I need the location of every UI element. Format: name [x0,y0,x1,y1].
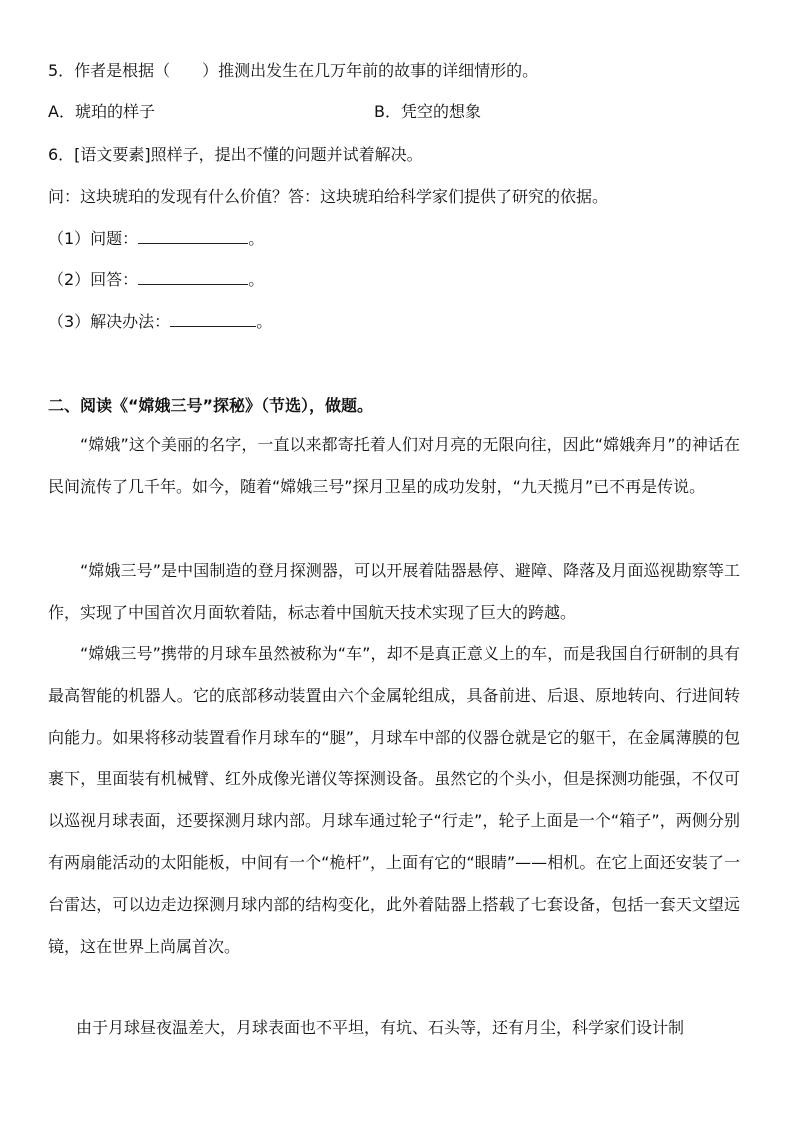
answer-blank[interactable] [138,229,248,244]
q6-item-3 [48,311,272,333]
article-paragraph-1: “嫦娥”这个美丽的名字，一直以来都寄托着人们对月亮的无限向往，因此“嫦娥奔月”的神话在民间流传了几千年。如今，随着“嫦娥三号”探月卫星的成功发射，“九天揽月”已不再是传说。 [48,435,740,496]
q6-item-2-prefix: （2）回答： [48,270,139,289]
article-paragraph-3: “嫦娥三号”携带的月球车虽然被称为“车”，却不是真正意义上的车，而是我国自行研制的具有最高智能的机器人。它的底部移动装置由六个金属轮组成，具备前进、后退、原地转向、行进间转向能力。如果将移动装置看作月球车的“腿”，月球车中部的仪器仓就是它的躯干，在金属薄膜的包裹下，里面装有机械臂、红外成像光谱仪等探测设备。虽然它的个头小，但是探测功能强，不仅可以巡视月球表面，还要探测月球内部。月球车通过轮子“行走”，轮子上面是一个“箱子”，两侧分别有两扇能活动的太阳能板，中间有一个“桅杆”，上面有它的“眼睛”——相机。在它上面还安装了一台雷达，可以边走边探测月球内部的结构变化，此外着陆器上搭载了七套设备，包括一套天文望远镜，这在世界上尚属首次。 [48,644,740,956]
q6-item-2 [48,269,264,291]
q5-option-b[interactable]: B．凭空的想象 [374,102,481,121]
answer-blank[interactable] [170,312,256,327]
q6-item-1 [48,228,264,250]
q6-item-3-suffix: 。 [256,312,273,331]
q5-options [48,101,740,123]
q5-stem: 5．作者是根据（ ）推测出发生在几万年前的故事的详细情形的。 [48,61,539,80]
q6-item-2-suffix: 。 [248,270,265,289]
q5-option-a[interactable]: A．琥珀的样子 [48,102,155,121]
section2-heading: 二、阅读《“嫦娥三号”探秘》（节选），做题。 [48,396,374,415]
q6-item-3-prefix: （3）解决办法： [48,312,171,331]
q6-item-1-prefix: （1）问题： [48,229,139,248]
answer-blank[interactable] [138,270,248,285]
q6-stem: 6．[语文要素]照样子，提出不懂的问题并试着解决。 [48,145,423,164]
article-paragraph-4: 由于月球昼夜温差大，月球表面也不平坦，有坑、石头等，还有月尘，科学家们设计制 [76,1018,685,1037]
article-paragraph-2: “嫦娥三号”是中国制造的登月探测器，可以开展着陆器悬停、避障、降落及月面巡视勘察等工作，实现了中国首次月面软着陆，标志着中国航天技术实现了巨大的跨越。 [48,561,740,622]
q6-example: 问：这块琥珀的发现有什么价值？答：这块琥珀给科学家们提供了研究的依据。 [48,187,609,206]
q6-item-1-suffix: 。 [248,229,265,248]
